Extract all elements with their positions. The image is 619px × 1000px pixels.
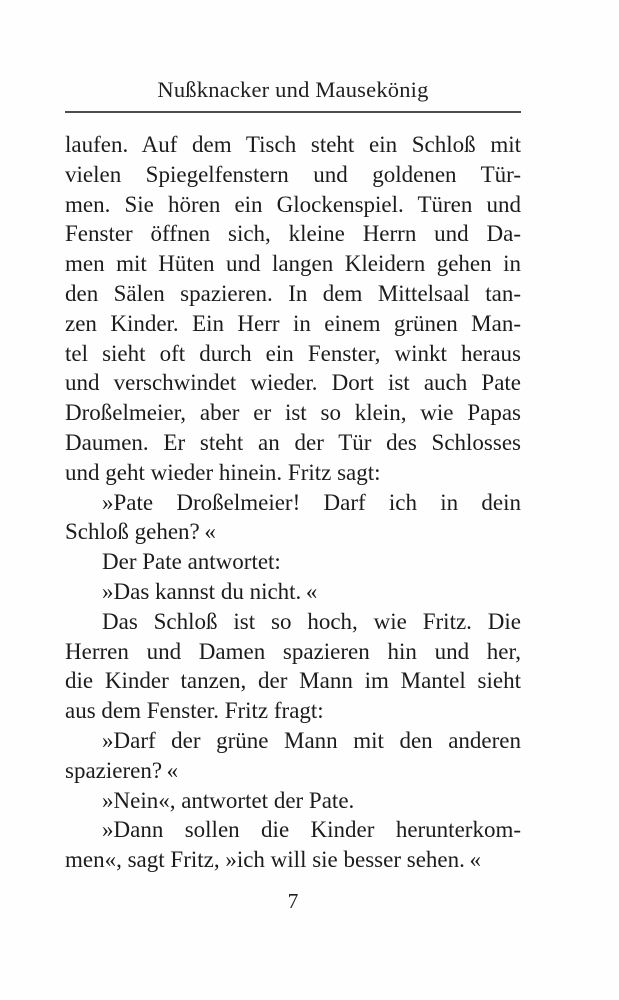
text-line: und verschwindet wieder. Dort ist auch Pate	[65, 370, 521, 396]
text-line: men. Sie hören ein Glockenspiel. Türen und	[65, 191, 521, 217]
text-line: die Kinder tanzen, der Mann im Mantel sieht	[65, 668, 521, 694]
text-line: Schloß gehen? «	[65, 519, 216, 545]
text-line: »Pate Droßelmeier! Darf ich in dein	[102, 489, 521, 515]
text-line: Droßelmeier, aber er ist so klein, wie Papas	[65, 400, 521, 426]
text-line: Das Schloß ist so hoch, wie Fritz. Die	[102, 608, 521, 634]
text-line: men«, sagt Fritz, »ich will sie besser sehen. «	[65, 847, 481, 873]
text-line: »Darf der grüne Mann mit den anderen	[102, 727, 521, 753]
text-line: vielen Spiegelfenstern und goldenen Tür-	[65, 161, 521, 187]
body-text	[65, 130, 521, 875]
page-number: 7	[287, 889, 299, 913]
text-line: tel sieht oft durch ein Fenster, winkt heraus	[65, 340, 521, 366]
text-line: »Dann sollen die Kinder herunterkom-	[102, 817, 521, 843]
text-line: Daumen. Er steht an der Tür des Schlosses	[65, 429, 521, 455]
text-line: Der Pate antwortet:	[102, 549, 281, 575]
text-line: den Sälen spazieren. In dem Mittelsaal tan-	[65, 280, 521, 306]
text-line: laufen. Auf dem Tisch steht ein Schloß mit	[65, 132, 521, 157]
text-line: »Nein«, antwortet der Pate.	[102, 787, 355, 813]
text-line: zen Kinder. Ein Herr in einem grünen Man-	[65, 310, 521, 336]
running-header: Nußknacker und Mausekönig	[157, 77, 429, 102]
text-line: aus dem Fenster. Fritz fragt:	[65, 698, 324, 724]
text-line: Herren und Damen spazieren hin und her,	[65, 638, 521, 664]
text-line: Fenster öffnen sich, kleine Herrn und Da-	[65, 221, 521, 247]
text-line: und geht wieder hinein. Fritz sagt:	[65, 459, 381, 485]
text-line: spazieren? «	[65, 757, 179, 783]
text-line: men mit Hüten und langen Kleidern gehen in	[65, 251, 521, 277]
text-line: »Das kannst du nicht. «	[102, 578, 318, 604]
header-rule	[65, 111, 521, 113]
